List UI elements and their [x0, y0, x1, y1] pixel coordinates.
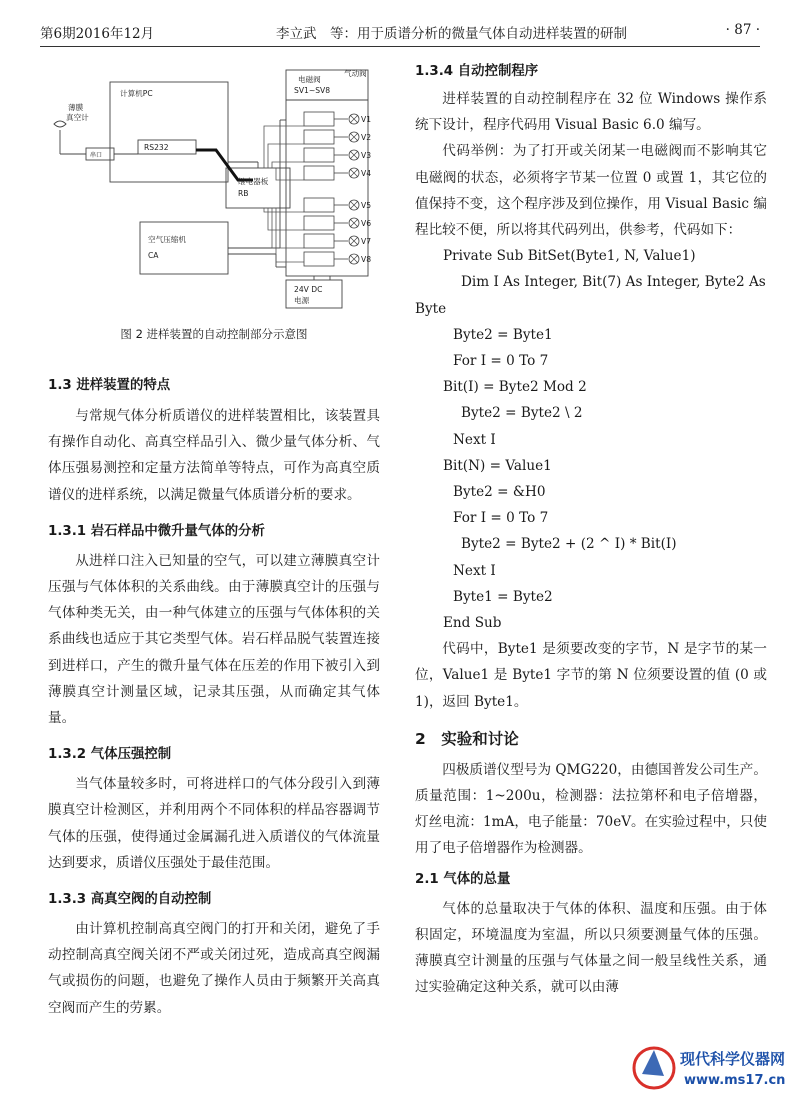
valve-label: V4 — [361, 169, 372, 178]
code-line: End Sub — [443, 615, 502, 632]
compressor-box — [140, 222, 228, 274]
relay-label-1: 继电器板 — [238, 177, 269, 186]
code-line: Byte2 = &H0 — [453, 484, 546, 501]
code-line: Byte2 = Byte2 + (2 ^ I) * Bit(I) — [461, 536, 677, 553]
valve-rows — [304, 112, 371, 266]
compressor-label-2: CA — [148, 251, 159, 260]
watermark-url: www.ms17.cn — [684, 1073, 786, 1088]
solenoid-valve-5 — [304, 198, 334, 212]
section-1-3-1-text: 从进样口注入已知量的空气，可以建立薄膜真空计压强与气体体积的关系曲线。由于薄膜真空计的压强与气体种类无关，由一种气体建立的压强与气体体积的关系曲线也适应于其它类型气体。岩石样品脱气装置连接到进样口，产生的微升量气体在压差的作用下被引入到薄膜真空计测量区域，记录其压强，从而确定其气体量。 — [48, 552, 380, 727]
issue-date: 第6期2016年12月 — [40, 26, 155, 42]
power-label-1: 24V DC — [294, 285, 323, 294]
control-diagram — [48, 62, 380, 320]
watermark — [624, 1038, 794, 1094]
section-1-3-1-title: 1.3.1 岩石样品中微升量气体的分析 — [48, 523, 265, 539]
valves-label-1: 电磁阀 — [298, 75, 321, 84]
valve-label: V2 — [361, 133, 372, 142]
section-1-3-title: 1.3 进样装置的特点 — [48, 378, 171, 393]
pneumatic-valve-cross — [350, 115, 358, 123]
code-line: Next I — [453, 431, 496, 448]
section-2-title: 2 实验和讨论 — [415, 729, 519, 748]
pneumatic-label: 气动阀 — [344, 69, 367, 78]
serial-label: RS232 — [144, 143, 169, 152]
section-1-3-2-title: 1.3.2 气体压强控制 — [48, 747, 172, 763]
code-line: Byte1 = Byte2 — [453, 588, 553, 605]
solenoid-valve-4 — [304, 166, 334, 180]
pneumatic-valve-cross — [350, 133, 358, 141]
section-1-3-2-text: 当气体量较多时，可将进样口的气体分段引入到薄膜真空计检测区，并利用两个不同体积的样品容器调节气体的压强，使得通过金属漏孔进入质谱仪的气体流量达到要求，质谱仪压强处于最佳范围。 — [48, 776, 380, 871]
page-header — [40, 22, 760, 46]
section-2-1-title: 2.1 气体的总量 — [415, 871, 511, 887]
code-line: For I = 0 To 7 — [453, 353, 549, 370]
watermark-name: 现代科学仪器网 — [680, 1050, 786, 1068]
valve-label: V3 — [361, 151, 372, 160]
section-1-3-4-text-1: 进样装置的自动控制程序在 32 位 Windows 操作系统下设计，程序代码用 Visual Basic 6.0 编写。 — [415, 91, 767, 134]
right-column — [415, 62, 767, 1001]
code-line: Byte — [415, 300, 447, 317]
power-label-2: 电源 — [294, 296, 310, 305]
valve-block — [286, 70, 368, 276]
valve-label: V5 — [361, 201, 372, 210]
pneumatic-valve-cross — [350, 201, 358, 209]
valve-label: V8 — [361, 255, 372, 264]
figure-caption: 图 2 进样装置的自动控制部分示意图 — [120, 327, 308, 341]
serial-cable — [196, 150, 253, 180]
solenoid-valve-2 — [304, 130, 334, 144]
figure-2 — [48, 62, 380, 320]
running-title: 李立武 等：用于质谱分析的微量气体自动进样装置的研制 — [276, 26, 627, 42]
code-line: Bit(I) = Byte2 Mod 2 — [443, 379, 587, 396]
code-line: For I = 0 To 7 — [453, 510, 549, 527]
pneumatic-valve-cross — [350, 237, 358, 245]
valve-label: V1 — [361, 115, 372, 124]
code-line: Bit(N) = Value1 — [443, 457, 552, 474]
section-2-text: 四极质谱仪型号为 QMG220，由德国普发公司生产。质量范围：1~200u，检测器：法拉第杯和电子倍增器，灯丝电流：1mA，电子能量：70eV。在实验过程中，只使用了电子倍增器作为检测器。 — [415, 761, 767, 857]
section-1-3-4-text-2: 代码举例：为了打开或关闭某一电磁阀而不影响其它电磁阀的状态，必须将字节某一位置 0 或置 1，其它位的值保持不变，这个程序涉及到位操作，用 Visual Basic 编程比较不便，所以将其代码列出，供参考，代码如下： — [415, 143, 767, 239]
code-line: Byte2 = Byte2 \ 2 — [461, 405, 583, 422]
pneumatic-valve-cross — [350, 255, 358, 263]
pneumatic-valve-cross — [350, 169, 358, 177]
solenoid-valve-6 — [304, 216, 334, 230]
section-1-3-text: 与常规气体分析质谱仪的进样装置相比，该装置具有操作自动化、高真空样品引入、微少量气体分析、气体压强易测控和定量方法简单等特点，可作为高真空质谱仪的进样系统，以满足微量气体质谱分析的要求。 — [48, 408, 380, 503]
valves-label-2: SV1~SV8 — [294, 86, 331, 95]
code-line: Byte2 = Byte1 — [453, 326, 553, 343]
compressor-label-1: 空气压缩机 — [148, 235, 186, 244]
pneumatic-valve-cross — [350, 219, 358, 227]
valve-label: V6 — [361, 219, 372, 228]
section-1-3-4-title: 1.3.4 自动控制程序 — [415, 64, 539, 79]
code-line: Dim I As Integer, Bit(7) As Integer, Byte2 As — [461, 274, 766, 291]
gauge-label-1: 薄膜 — [68, 103, 84, 112]
watermark-logo — [624, 1038, 794, 1094]
section-1-3-3-text: 由计算机控制高真空阀门的打开和关闭，避免了手动控制高真空阀关闭不严或关闭过死，造成高真空阀漏气或损伤的问题，也避免了操作人员由于频繁开关高真空阀而产生的劳累。 — [48, 921, 380, 1016]
page-number: · 87 · — [725, 22, 760, 38]
section-1-3-3-title: 1.3.3 高真空阀的自动控制 — [48, 892, 212, 908]
solenoid-valve-3 — [304, 148, 334, 162]
gauge-label-2: 真空计 — [66, 113, 89, 122]
section-2-1-text: 气体的总量取决于气体的体积、温度和压强。由于体积固定，环境温度为室温，所以只须要测量气体的压强。薄膜真空计测量的压强与气体量之间一般呈线性关系，通过实验确定这种关系，就可以由薄 — [415, 900, 767, 996]
solenoid-valve-1 — [304, 112, 334, 126]
valve-label: V7 — [361, 237, 372, 246]
serial-small-label: 串口 — [90, 152, 103, 159]
relay-label-2: RB — [238, 189, 249, 198]
pneumatic-valve-cross — [350, 151, 358, 159]
pc-label: 计算机PC — [120, 89, 153, 98]
solenoid-valve-7 — [304, 234, 334, 248]
code-listing — [415, 243, 767, 636]
solenoid-valve-8 — [304, 252, 334, 266]
left-column — [48, 62, 380, 1021]
header-rule — [40, 46, 760, 47]
code-explanation: 代码中，Byte1 是须要改变的字节，N 是字节的某一位，Value1 是 Byte1 字节的第 N 位须要设置的值 (0 或 1)，返回 Byte1。 — [415, 641, 767, 710]
code-line: Private Sub BitSet(Byte1, N, Value1) — [443, 248, 696, 265]
watermark-glyph — [642, 1050, 664, 1076]
code-line: Next I — [453, 562, 496, 579]
